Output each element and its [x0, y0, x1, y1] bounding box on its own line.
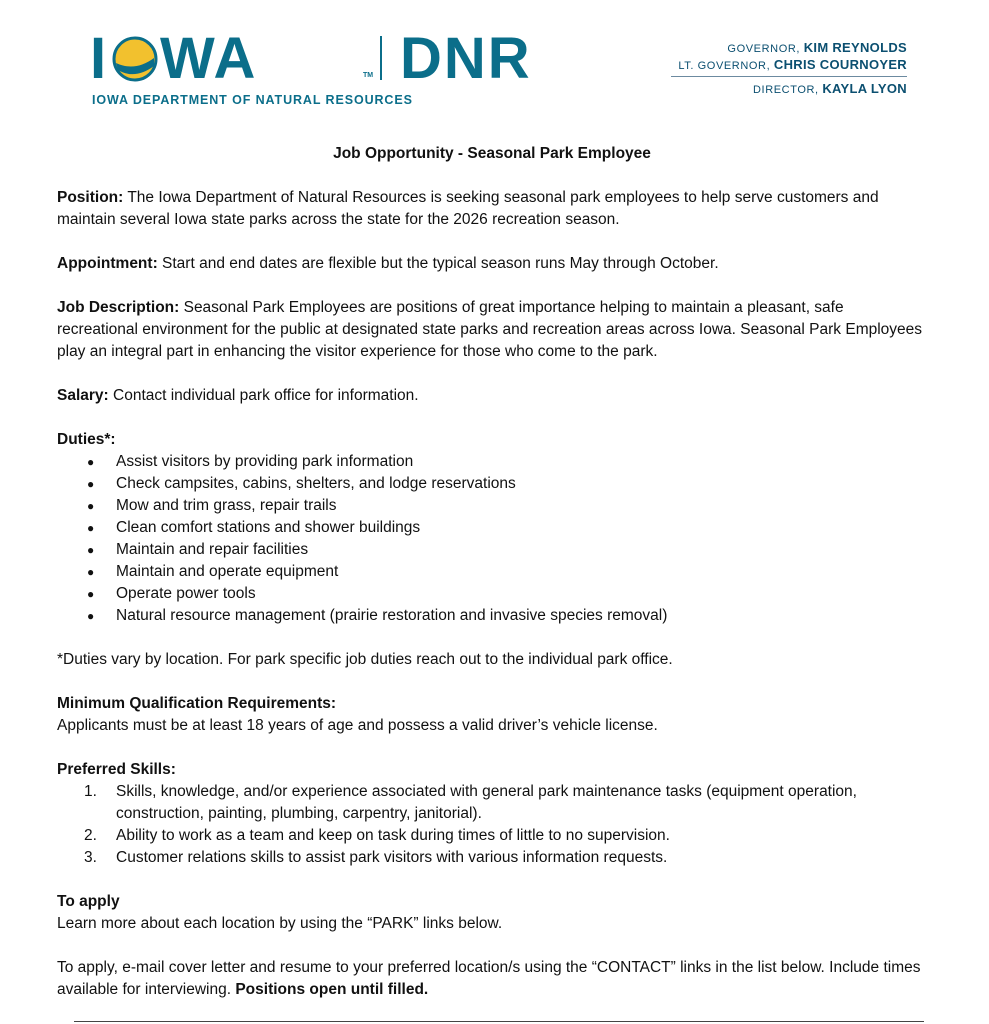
to-apply-line2: To apply, e-mail cover letter and resume to your preferred location/s using the “CONTACT” links in the list below. Include times available for interviewing. Positions open until filled.: [57, 959, 921, 998]
bullet-icon: ●: [87, 587, 95, 601]
bullet-icon: ●: [87, 521, 95, 535]
page-bottom-divider: [74, 1021, 924, 1022]
iowa-dnr-logo: [90, 26, 532, 110]
list-item: 3. Customer relations skills to assist park visitors with various information requests.: [84, 849, 668, 866]
logo-divider: [380, 36, 382, 80]
list-item: 1. Skills, knowledge, and/or experience associated with general park maintenance tasks (equipment operation, construction, painting, plumbing, carpentry, janitorial).: [84, 783, 857, 822]
list-item: ● Maintain and repair facilities: [57, 539, 927, 561]
to-apply-line1: Learn more about each location by using the “PARK” links below.: [57, 915, 503, 932]
list-item: ● Mow and trim grass, repair trails: [57, 495, 927, 517]
preferred-skills-heading: Preferred Skills:: [57, 761, 176, 778]
position-section: Position: The Iowa Department of Natural Resources is seeking seasonal park employees to help serve customers and maintain several Iowa state parks across the state for the 2026 recreation season.: [57, 189, 879, 228]
bullet-icon: ●: [87, 477, 95, 491]
to-apply-heading: To apply: [57, 893, 120, 910]
lt-governor-line: LT. GOVERNOR, CHRIS COURNOYER: [678, 57, 907, 72]
logo-trademark: TM: [363, 72, 374, 79]
appointment-section: Appointment: Start and end dates are flexible but the typical season runs May through October.: [57, 255, 719, 272]
list-item: ● Operate power tools: [57, 583, 927, 605]
list-item: ● Clean comfort stations and shower buildings: [57, 517, 927, 539]
director-line: DIRECTOR, KAYLA LYON: [753, 81, 907, 96]
sun-o-icon: [112, 36, 158, 82]
letterhead: [0, 0, 989, 120]
job-description-section: Job Description: Seasonal Park Employees are positions of great importance helping to maintain a pleasant, safe recreational environment for the public at designated state parks and recreation areas across Iowa. Seasonal Park Employees play an integral part in enhancing the visitor experience for those who come to the park.: [57, 299, 923, 360]
governor-line: GOVERNOR, KIM REYNOLDS: [727, 40, 907, 55]
logo-dnr: DNR: [400, 26, 532, 91]
logo-letter-i: I: [90, 26, 109, 91]
list-item: 2. Ability to work as a team and keep on task during times of little to no supervision.: [84, 827, 670, 844]
min-qualifications-heading: Minimum Qualification Requirements:: [57, 695, 337, 712]
positions-open-note: Positions open until filled.: [235, 981, 429, 998]
logo-letters-wa: WA: [160, 26, 258, 91]
duties-list: [57, 451, 927, 627]
bullet-icon: ●: [87, 609, 95, 623]
bullet-icon: ●: [87, 455, 95, 469]
list-item: ● Check campsites, cabins, shelters, and lodge reservations: [57, 473, 927, 495]
bullet-icon: ●: [87, 499, 95, 513]
officials-divider: [671, 76, 907, 77]
preferred-skills-list: [57, 781, 927, 869]
bullet-icon: ●: [87, 565, 95, 579]
job-posting: [57, 143, 927, 1001]
min-qualifications-text: Applicants must be at least 18 years of age and possess a valid driver’s vehicle license.: [57, 717, 658, 734]
agency-full-name: IOWA DEPARTMENT OF NATURAL RESOURCES: [92, 93, 413, 107]
duties-footnote: *Duties vary by location. For park specific job duties reach out to the individual park office.: [57, 651, 673, 668]
duties-heading: Duties*:: [57, 431, 116, 448]
list-item: ● Natural resource management (prairie restoration and invasive species removal): [57, 605, 927, 627]
salary-section: Salary: Contact individual park office for information.: [57, 387, 419, 404]
posting-title: Job Opportunity - Seasonal Park Employee: [333, 145, 651, 162]
bullet-icon: ●: [87, 543, 95, 557]
list-item: ● Assist visitors by providing park information: [57, 451, 927, 473]
list-item: ● Maintain and operate equipment: [57, 561, 927, 583]
officials-block: [607, 40, 907, 98]
